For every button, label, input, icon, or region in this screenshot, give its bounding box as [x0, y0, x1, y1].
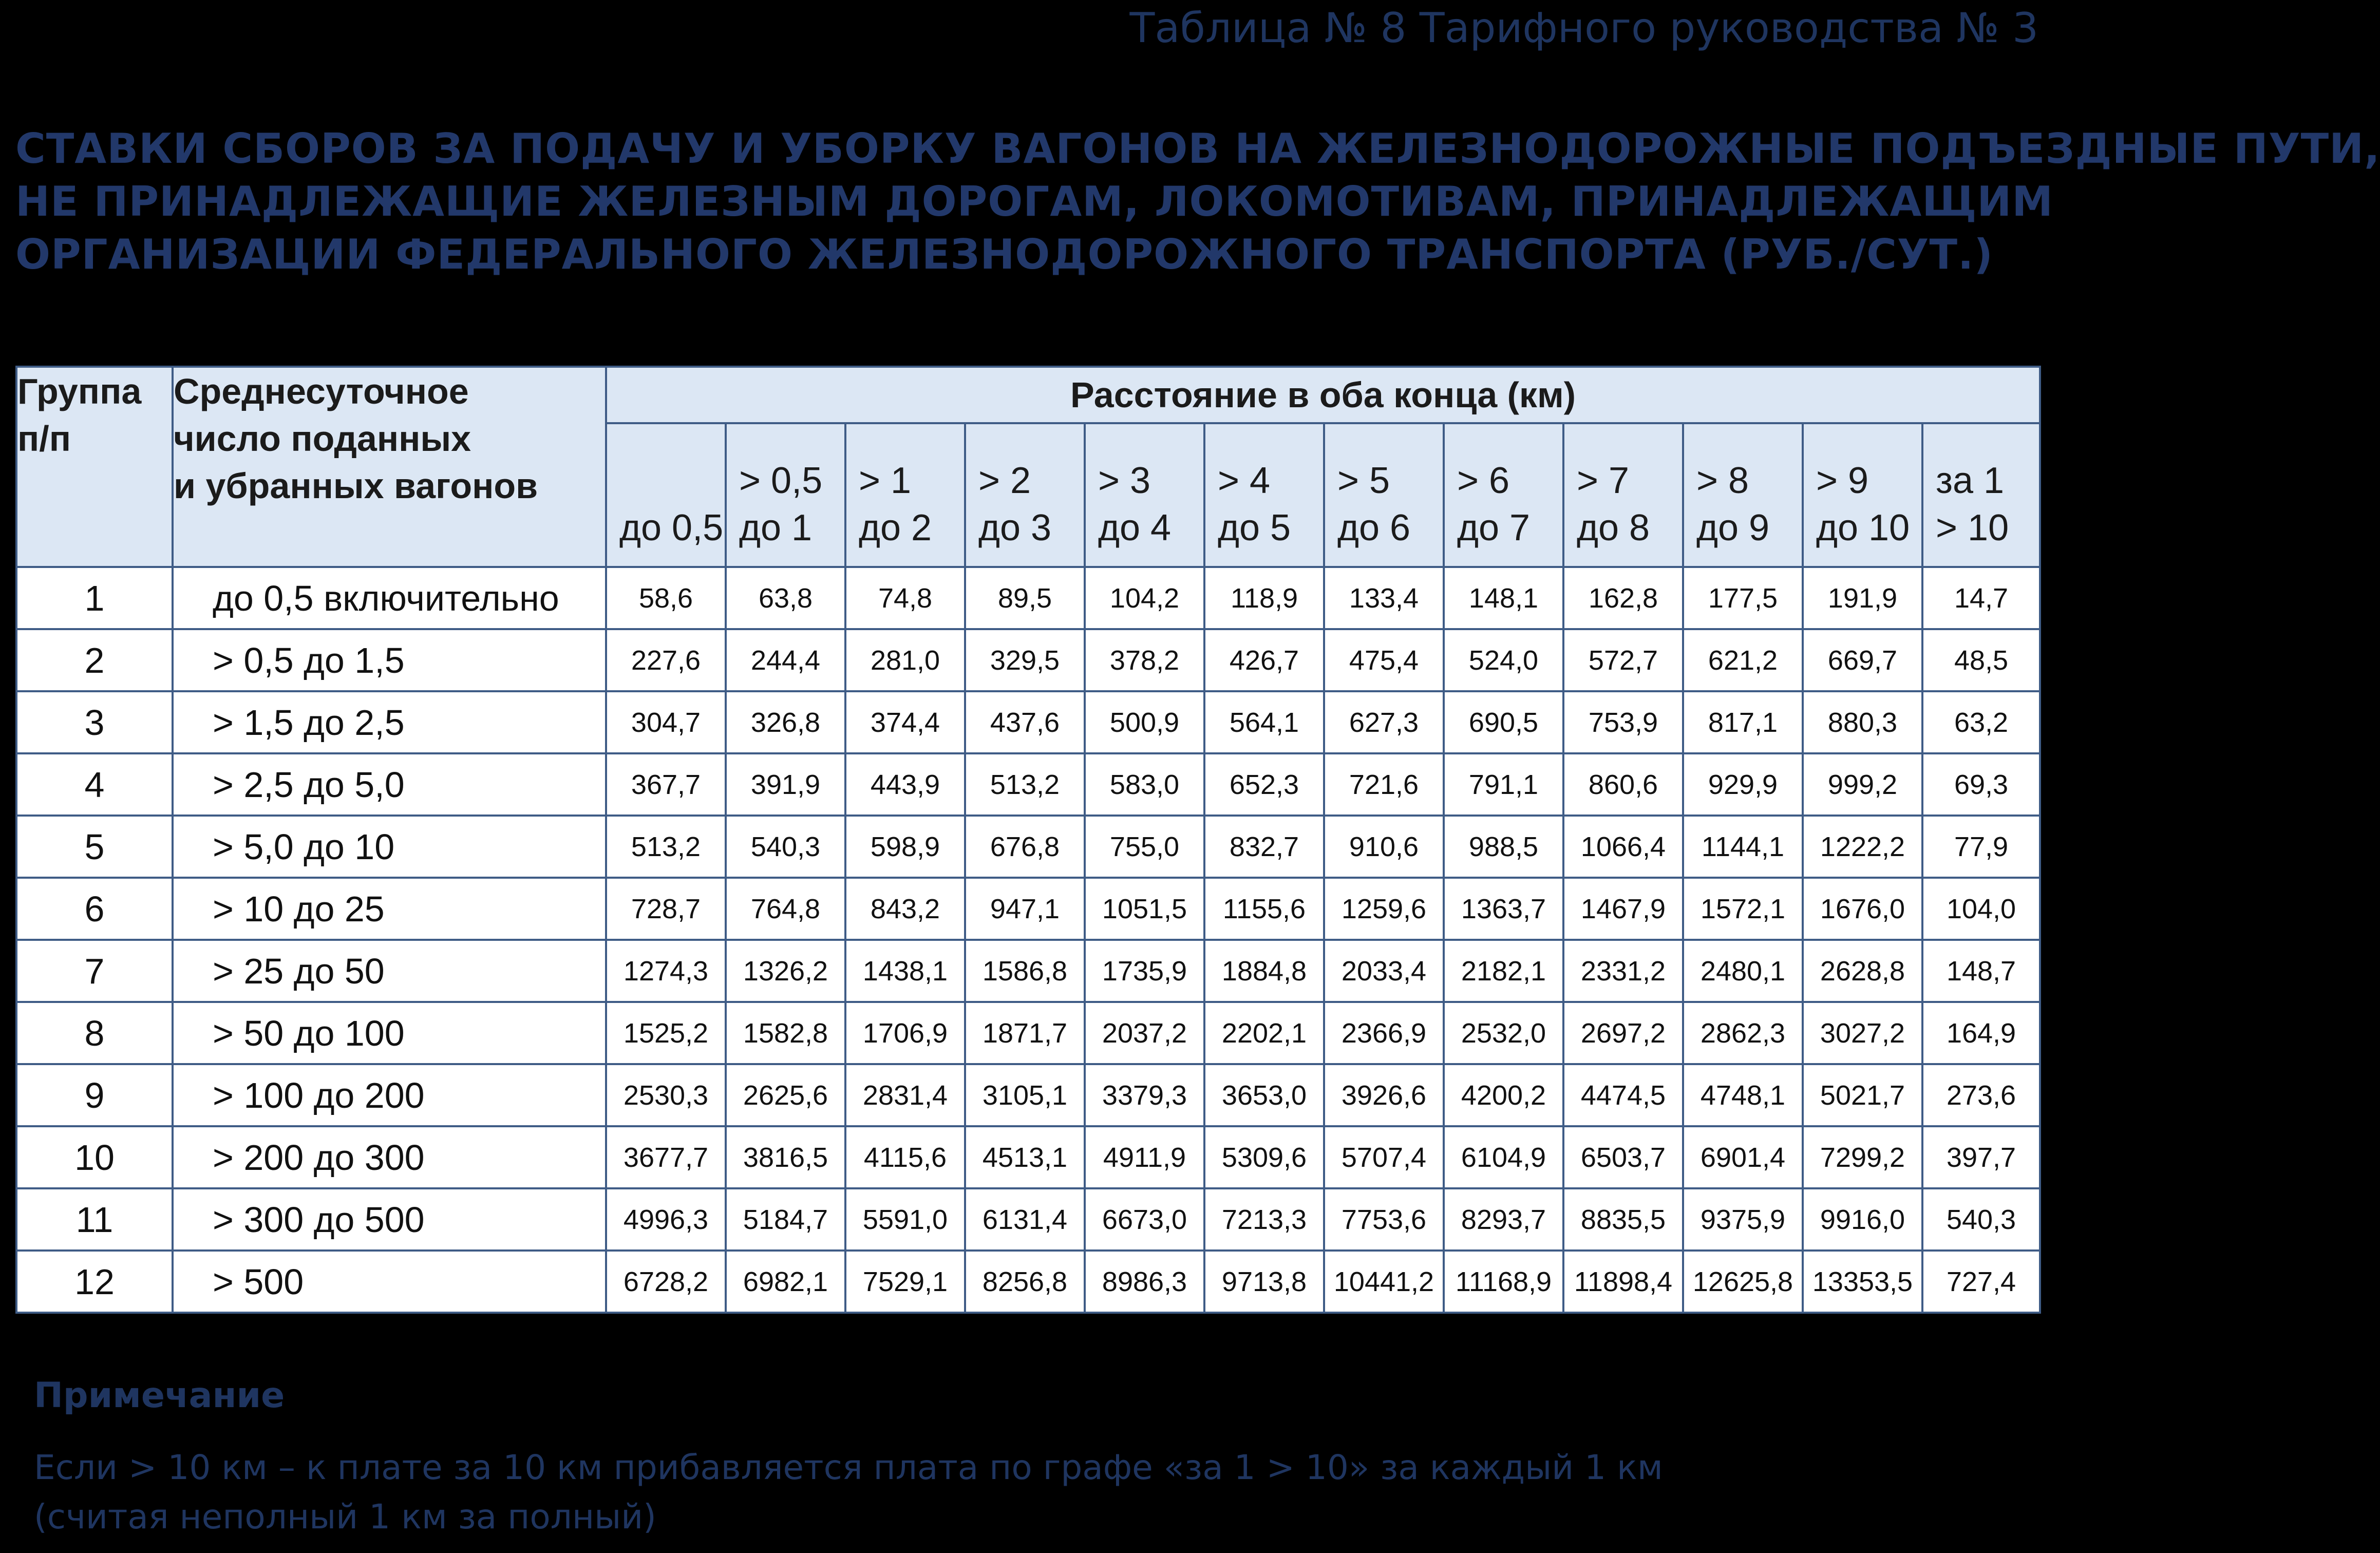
rate-cell: 2037,2 — [1085, 1002, 1204, 1064]
rate-cell: 843,2 — [845, 878, 965, 940]
count-header-line: число поданных — [174, 419, 471, 459]
rate-cell: 11898,4 — [1563, 1251, 1683, 1313]
rate-cell: 104,0 — [1922, 878, 2040, 940]
rate-cell: 564,1 — [1204, 691, 1324, 753]
distance-column-header — [845, 423, 965, 567]
note-heading: Примечание — [34, 1375, 285, 1416]
title-line: ОРГАНИЗАЦИИ ФЕДЕРАЛЬНОГО ЖЕЛЕЗНОДОРОЖНОГО ТРАНСПОРТА (РУБ./СУТ.) — [15, 231, 1993, 278]
count-cell: > 500 — [173, 1251, 606, 1313]
rate-cell: 58,6 — [606, 567, 726, 629]
distance-column-line: > 7 — [1577, 460, 1630, 501]
table-row — [16, 1064, 2040, 1126]
group-header-line: п/п — [17, 419, 71, 459]
rate-cell: 572,7 — [1563, 629, 1683, 691]
count-header-line: Среднесуточное — [174, 371, 469, 411]
rate-cell: 12625,8 — [1683, 1251, 1803, 1313]
count-cell: > 25 до 50 — [173, 940, 606, 1002]
group-cell: 12 — [16, 1251, 173, 1313]
distance-column-header — [606, 423, 726, 567]
rate-cell: 2862,3 — [1683, 1002, 1803, 1064]
rate-cell: 1871,7 — [965, 1002, 1085, 1064]
distance-column-line: до 5 — [1218, 507, 1291, 548]
rate-cell: 162,8 — [1563, 567, 1683, 629]
count-cell: > 2,5 до 5,0 — [173, 753, 606, 816]
rate-cell: 2366,9 — [1324, 1002, 1444, 1064]
rate-cell: 6901,4 — [1683, 1126, 1803, 1188]
rate-cell: 6131,4 — [965, 1188, 1085, 1251]
group-cell: 11 — [16, 1188, 173, 1251]
rate-cell: 6673,0 — [1085, 1188, 1204, 1251]
group-header — [16, 367, 173, 567]
group-header-line: Группа — [17, 371, 142, 411]
rate-cell: 6503,7 — [1563, 1126, 1683, 1188]
rate-cell: 1467,9 — [1563, 878, 1683, 940]
table-row — [16, 1002, 2040, 1064]
count-cell: > 5,0 до 10 — [173, 816, 606, 878]
distance-column-header — [1444, 423, 1563, 567]
rate-cell: 69,3 — [1922, 753, 2040, 816]
table-row — [16, 567, 2040, 629]
rate-cell: 63,8 — [726, 567, 845, 629]
rate-cell: 329,5 — [965, 629, 1085, 691]
rate-cell: 4115,6 — [845, 1126, 965, 1188]
rate-cell: 764,8 — [726, 878, 845, 940]
note-line: (считая неполный 1 км за полный) — [34, 1497, 656, 1537]
group-cell: 1 — [16, 567, 173, 629]
rate-cell: 583,0 — [1085, 753, 1204, 816]
rate-cell: 8256,8 — [965, 1251, 1085, 1313]
distance-column-line: > 10 — [1936, 507, 2009, 548]
rate-cell: 443,9 — [845, 753, 965, 816]
rate-cell: 11168,9 — [1444, 1251, 1563, 1313]
rate-cell: 3926,6 — [1324, 1064, 1444, 1126]
rate-cell: 2628,8 — [1803, 940, 1922, 1002]
rate-cell: 652,3 — [1204, 753, 1324, 816]
group-cell: 9 — [16, 1064, 173, 1126]
distance-column-header — [1683, 423, 1803, 567]
rate-cell: 3105,1 — [965, 1064, 1085, 1126]
rate-cell: 3653,0 — [1204, 1064, 1324, 1126]
rate-cell: 367,7 — [606, 753, 726, 816]
distance-column-header — [1563, 423, 1683, 567]
rate-cell: 281,0 — [845, 629, 965, 691]
distance-column-line: > 6 — [1457, 460, 1510, 501]
note-line: Если > 10 км – к плате за 10 км прибавляется плата по графе «за 1 > 10» за каждый 1 км — [34, 1448, 1663, 1487]
rate-table — [15, 366, 2041, 1314]
rate-cell: 3379,3 — [1085, 1064, 1204, 1126]
rate-cell: 89,5 — [965, 567, 1085, 629]
table-row — [16, 691, 2040, 753]
group-cell: 10 — [16, 1126, 173, 1188]
rate-cell: 513,2 — [965, 753, 1085, 816]
rate-cell: 1222,2 — [1803, 816, 1922, 878]
count-cell: > 100 до 200 — [173, 1064, 606, 1126]
group-cell: 3 — [16, 691, 173, 753]
rate-cell: 524,0 — [1444, 629, 1563, 691]
distance-column-line: > 4 — [1218, 460, 1271, 501]
rate-cell: 621,2 — [1683, 629, 1803, 691]
rate-cell: 4996,3 — [606, 1188, 726, 1251]
title-line: СТАВКИ СБОРОВ ЗА ПОДАЧУ И УБОРКУ ВАГОНОВ НА ЖЕЛЕЗНОДОРОЖНЫЕ ПОДЪЕЗДНЫЕ ПУТИ, — [15, 125, 2380, 173]
group-cell: 5 — [16, 816, 173, 878]
rate-cell: 5021,7 — [1803, 1064, 1922, 1126]
rate-cell: 4748,1 — [1683, 1064, 1803, 1126]
rate-cell: 1066,4 — [1563, 816, 1683, 878]
note-text — [34, 1443, 1663, 1542]
rate-cell: 598,9 — [845, 816, 965, 878]
rate-cell: 1884,8 — [1204, 940, 1324, 1002]
distance-column-line: до 4 — [1098, 507, 1172, 548]
rate-cell: 118,9 — [1204, 567, 1324, 629]
rate-cell: 2532,0 — [1444, 1002, 1563, 1064]
rate-cell: 148,1 — [1444, 567, 1563, 629]
group-cell: 7 — [16, 940, 173, 1002]
distance-column-line: > 0,5 — [739, 460, 823, 501]
distance-column-header — [1085, 423, 1204, 567]
rate-cell: 5184,7 — [726, 1188, 845, 1251]
rate-cell: 8293,7 — [1444, 1188, 1563, 1251]
rate-cell: 9916,0 — [1803, 1188, 1922, 1251]
distance-column-line: до 8 — [1577, 507, 1650, 548]
rate-cell: 63,2 — [1922, 691, 2040, 753]
rate-cell: 2530,3 — [606, 1064, 726, 1126]
rate-table-body — [16, 567, 2040, 1313]
rate-cell: 8986,3 — [1085, 1251, 1204, 1313]
rate-cell: 177,5 — [1683, 567, 1803, 629]
rate-cell: 2831,4 — [845, 1064, 965, 1126]
rate-cell: 1259,6 — [1324, 878, 1444, 940]
rate-cell: 7529,1 — [845, 1251, 965, 1313]
table-row — [16, 878, 2040, 940]
document-title — [15, 122, 2380, 281]
count-cell: > 1,5 до 2,5 — [173, 691, 606, 753]
rate-cell: 4911,9 — [1085, 1126, 1204, 1188]
rate-cell: 7299,2 — [1803, 1126, 1922, 1188]
rate-cell: 988,5 — [1444, 816, 1563, 878]
count-cell: > 300 до 500 — [173, 1188, 606, 1251]
rate-cell: 378,2 — [1085, 629, 1204, 691]
distance-column-line: до 0,5 — [619, 507, 724, 548]
distance-column-line — [619, 457, 725, 504]
rate-cell: 929,9 — [1683, 753, 1803, 816]
rate-cell: 7753,6 — [1324, 1188, 1444, 1251]
rate-cell: 77,9 — [1922, 816, 2040, 878]
rate-cell: 500,9 — [1085, 691, 1204, 753]
rate-cell: 753,9 — [1563, 691, 1683, 753]
count-cell: > 0,5 до 1,5 — [173, 629, 606, 691]
group-cell: 6 — [16, 878, 173, 940]
rate-cell: 4513,1 — [965, 1126, 1085, 1188]
distance-column-line: > 3 — [1098, 460, 1151, 501]
rate-cell: 1706,9 — [845, 1002, 965, 1064]
rate-cell: 5591,0 — [845, 1188, 965, 1251]
distance-column-line: до 9 — [1696, 507, 1770, 548]
rate-cell: 9375,9 — [1683, 1188, 1803, 1251]
distance-column-line: до 2 — [859, 507, 932, 548]
rate-cell: 1326,2 — [726, 940, 845, 1002]
rate-cell: 1582,8 — [726, 1002, 845, 1064]
distance-column-header — [726, 423, 845, 567]
rate-cell: 860,6 — [1563, 753, 1683, 816]
distance-column-line: до 1 — [739, 507, 813, 548]
rate-cell: 104,2 — [1085, 567, 1204, 629]
rate-cell: 14,7 — [1922, 567, 2040, 629]
table-row — [16, 816, 2040, 878]
rate-cell: 273,6 — [1922, 1064, 2040, 1126]
rate-cell: 10441,2 — [1324, 1251, 1444, 1313]
distance-column-line: > 8 — [1696, 460, 1749, 501]
rate-cell: 133,4 — [1324, 567, 1444, 629]
rate-cell: 391,9 — [726, 753, 845, 816]
rate-cell: 2182,1 — [1444, 940, 1563, 1002]
rate-cell: 721,6 — [1324, 753, 1444, 816]
rate-cell: 6982,1 — [726, 1251, 845, 1313]
rate-cell: 6728,2 — [606, 1251, 726, 1313]
table-row — [16, 1126, 2040, 1188]
rate-cell: 2033,4 — [1324, 940, 1444, 1002]
rate-cell: 540,3 — [1922, 1188, 2040, 1251]
distance-header: Расстояние в оба конца (км) — [606, 367, 2040, 423]
rate-cell: 191,9 — [1803, 567, 1922, 629]
rate-cell: 947,1 — [965, 878, 1085, 940]
rate-cell: 6104,9 — [1444, 1126, 1563, 1188]
rate-cell: 910,6 — [1324, 816, 1444, 878]
rate-cell: 374,4 — [845, 691, 965, 753]
distance-column-line: > 9 — [1816, 460, 1869, 501]
rate-cell: 817,1 — [1683, 691, 1803, 753]
rate-cell: 1438,1 — [845, 940, 965, 1002]
rate-cell: 426,7 — [1204, 629, 1324, 691]
rate-cell: 9713,8 — [1204, 1251, 1324, 1313]
rate-cell: 244,4 — [726, 629, 845, 691]
rate-cell: 4474,5 — [1563, 1064, 1683, 1126]
count-cell: > 200 до 300 — [173, 1126, 606, 1188]
group-cell: 4 — [16, 753, 173, 816]
count-header — [173, 367, 606, 567]
rate-cell: 3816,5 — [726, 1126, 845, 1188]
rate-cell: 1363,7 — [1444, 878, 1563, 940]
rate-cell: 5309,6 — [1204, 1126, 1324, 1188]
rate-cell: 164,9 — [1922, 1002, 2040, 1064]
rate-cell: 5707,4 — [1324, 1126, 1444, 1188]
count-cell: > 50 до 100 — [173, 1002, 606, 1064]
rate-cell: 2331,2 — [1563, 940, 1683, 1002]
rate-cell: 2480,1 — [1683, 940, 1803, 1002]
rate-cell: 148,7 — [1922, 940, 2040, 1002]
rate-cell: 475,4 — [1324, 629, 1444, 691]
rate-cell: 540,3 — [726, 816, 845, 878]
rate-cell: 7213,3 — [1204, 1188, 1324, 1251]
rate-cell: 3027,2 — [1803, 1002, 1922, 1064]
document-reference: Таблица № 8 Тарифного руководства № 3 — [1129, 4, 2038, 52]
distance-column-line: до 3 — [978, 507, 1052, 548]
rate-cell: 669,7 — [1803, 629, 1922, 691]
table-row — [16, 629, 2040, 691]
rate-cell: 791,1 — [1444, 753, 1563, 816]
distance-column-header — [1922, 423, 2040, 567]
rate-cell: 4200,2 — [1444, 1064, 1563, 1126]
table-row — [16, 1188, 2040, 1251]
rate-cell: 755,0 — [1085, 816, 1204, 878]
rate-cell: 1676,0 — [1803, 878, 1922, 940]
count-cell: > 10 до 25 — [173, 878, 606, 940]
rate-cell: 1144,1 — [1683, 816, 1803, 878]
distance-column-header — [965, 423, 1085, 567]
distance-column-header — [1803, 423, 1922, 567]
rate-cell: 227,6 — [606, 629, 726, 691]
table-row — [16, 753, 2040, 816]
rate-cell: 326,8 — [726, 691, 845, 753]
rate-cell: 1735,9 — [1085, 940, 1204, 1002]
group-cell: 2 — [16, 629, 173, 691]
rate-cell: 1155,6 — [1204, 878, 1324, 940]
count-cell: до 0,5 включительно — [173, 567, 606, 629]
rate-cell: 304,7 — [606, 691, 726, 753]
rate-cell: 728,7 — [606, 878, 726, 940]
rate-cell: 1051,5 — [1085, 878, 1204, 940]
rate-cell: 74,8 — [845, 567, 965, 629]
rate-cell: 2625,6 — [726, 1064, 845, 1126]
count-header-line: и убранных вагонов — [174, 466, 538, 506]
rate-cell: 627,3 — [1324, 691, 1444, 753]
rate-cell: 690,5 — [1444, 691, 1563, 753]
title-line: НЕ ПРИНАДЛЕЖАЩИЕ ЖЕЛЕЗНЫМ ДОРОГАМ, ЛОКОМОТИВАМ, ПРИНАДЛЕЖАЩИМ — [15, 178, 2053, 225]
rate-cell: 3677,7 — [606, 1126, 726, 1188]
table-row — [16, 940, 2040, 1002]
distance-column-line: до 7 — [1457, 507, 1531, 548]
distance-column-line: > 5 — [1337, 460, 1390, 501]
rate-cell: 676,8 — [965, 816, 1085, 878]
rate-cell: 880,3 — [1803, 691, 1922, 753]
distance-column-header — [1204, 423, 1324, 567]
rate-cell: 832,7 — [1204, 816, 1324, 878]
rate-cell: 1274,3 — [606, 940, 726, 1002]
distance-column-line: до 10 — [1816, 507, 1910, 548]
rate-cell: 999,2 — [1803, 753, 1922, 816]
rate-cell: 13353,5 — [1803, 1251, 1922, 1313]
rate-cell: 48,5 — [1922, 629, 2040, 691]
rate-cell: 8835,5 — [1563, 1188, 1683, 1251]
rate-cell: 437,6 — [965, 691, 1085, 753]
rate-cell: 727,4 — [1922, 1251, 2040, 1313]
rate-cell: 513,2 — [606, 816, 726, 878]
table-row — [16, 1251, 2040, 1313]
group-cell: 8 — [16, 1002, 173, 1064]
distance-column-line: > 1 — [859, 460, 912, 501]
rate-cell: 1586,8 — [965, 940, 1085, 1002]
rate-cell: 1525,2 — [606, 1002, 726, 1064]
distance-column-line: до 6 — [1337, 507, 1411, 548]
distance-column-header — [1324, 423, 1444, 567]
distance-column-line: > 2 — [978, 460, 1031, 501]
rate-cell: 2697,2 — [1563, 1002, 1683, 1064]
rate-cell: 1572,1 — [1683, 878, 1803, 940]
distance-column-line: за 1 — [1936, 460, 2005, 501]
rate-cell: 2202,1 — [1204, 1002, 1324, 1064]
rate-cell: 397,7 — [1922, 1126, 2040, 1188]
